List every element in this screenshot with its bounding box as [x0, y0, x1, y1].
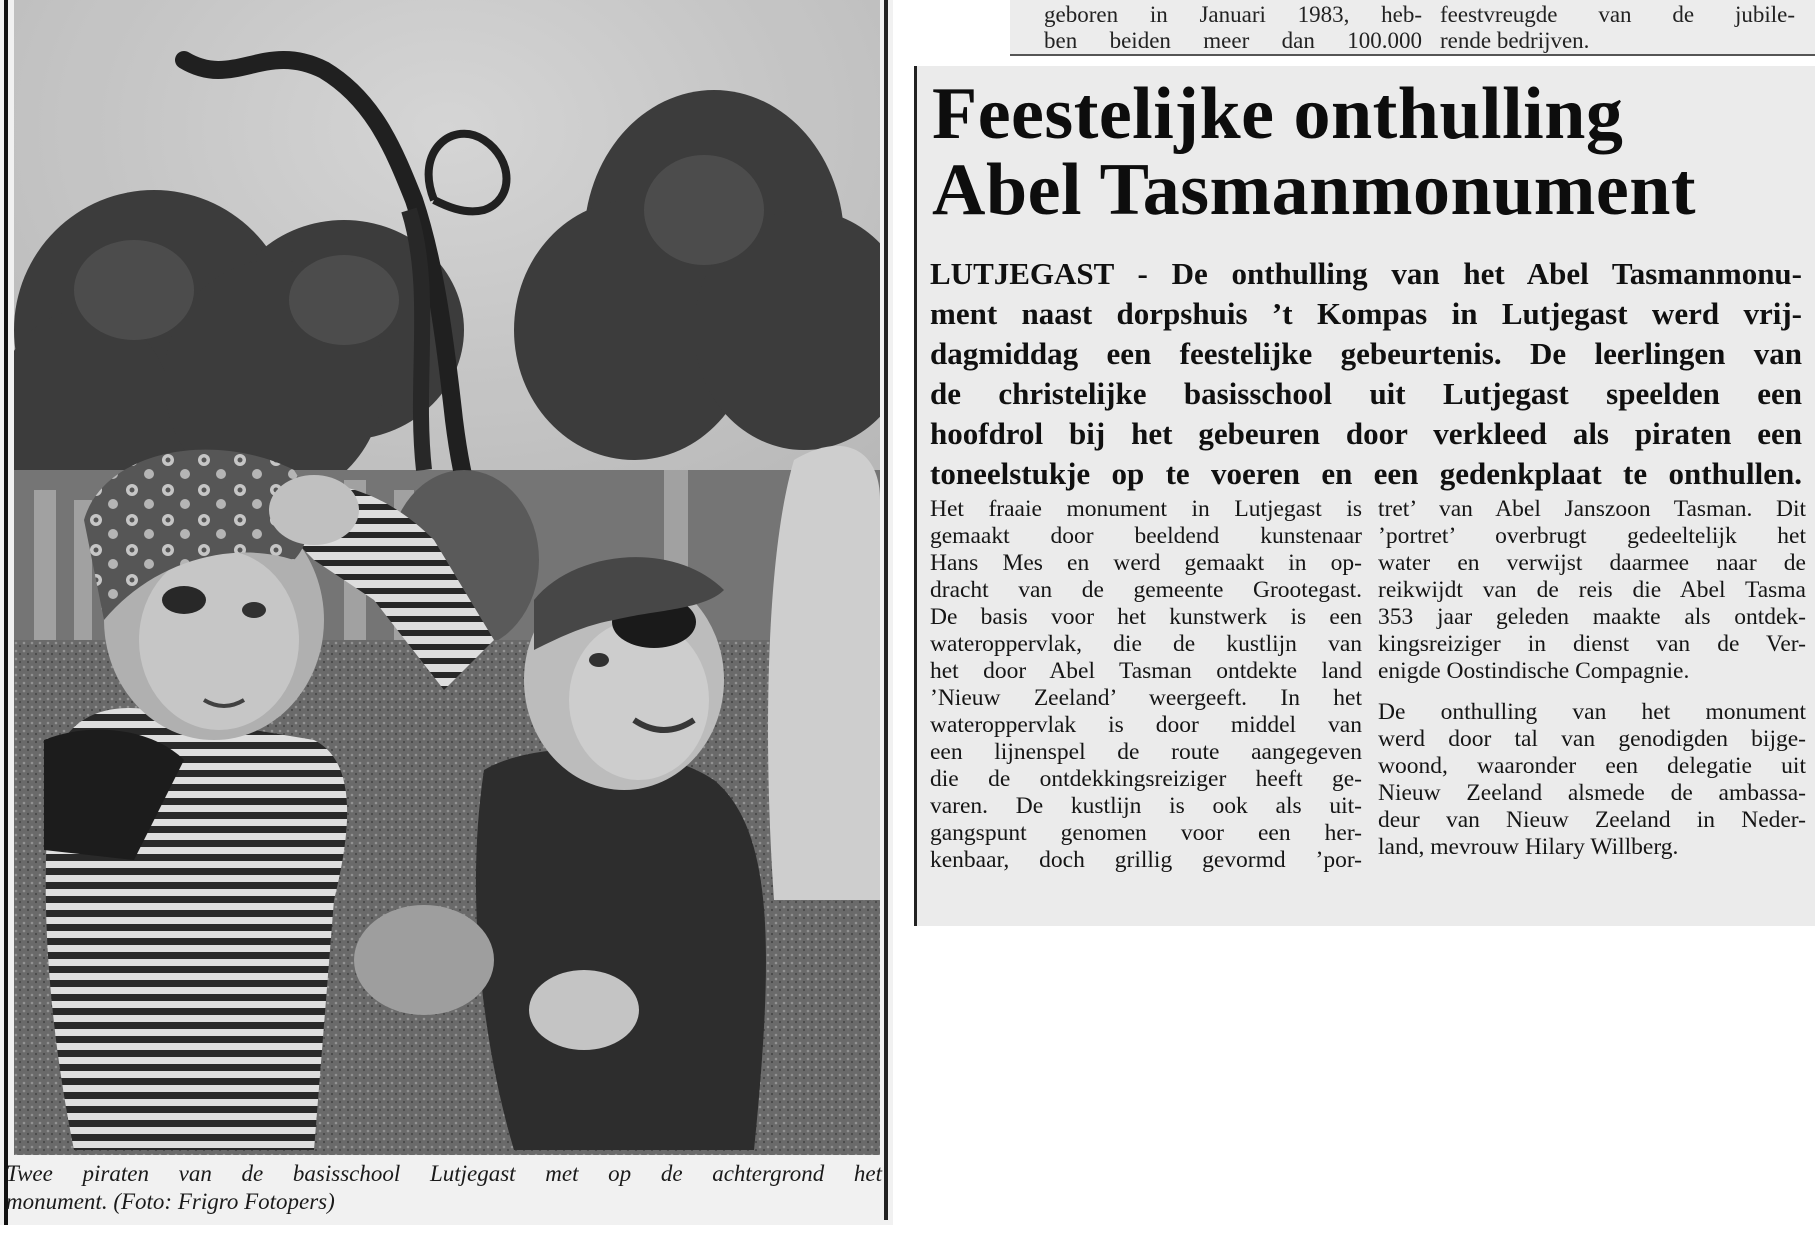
- body-line: tret’ van Abel Janszoon Tasman. Dit: [1378, 496, 1806, 522]
- body-line: ’Nieuw Zeeland’ weergeeft. In het: [930, 685, 1362, 711]
- fragment-rule: [1010, 54, 1815, 56]
- clipping-edge-right: [884, 0, 888, 1220]
- body-line: varen. De kustlijn is ook als uit-: [930, 793, 1362, 819]
- body-line: Hans Mes en werd gemaakt in op-: [930, 550, 1362, 576]
- lede-line: toneelstukje op te voeren en een gedenkplaat te onthullen.: [930, 456, 1802, 491]
- fragment-line: feestvreugde van de jubile-: [1440, 2, 1795, 27]
- photo-image: [14, 0, 880, 1155]
- body-line: land, mevrouw Hilary Willberg.: [1378, 834, 1679, 860]
- body-line: dracht van de gemeente Grootegast.: [930, 577, 1362, 603]
- body-line: die de ontdekkingsreiziger heeft ge-: [930, 766, 1362, 792]
- body-line: het door Abel Tasman ontdekte land: [930, 658, 1362, 684]
- fragment-line: ben beiden meer dan 100.000: [1044, 28, 1422, 53]
- body-line: kenbaar, doch grillig gevormd ’por-: [930, 847, 1362, 873]
- body-line: Het fraaie monument in Lutjegast is: [930, 496, 1362, 522]
- body-line: wateroppervlak is door middel van: [930, 712, 1362, 738]
- body-line: enigde Oostindische Compagnie.: [1378, 658, 1690, 684]
- fragment-line: geboren in Januari 1983, heb-: [1044, 2, 1422, 27]
- body-line: reikwijdt van de reis die Abel Tasma: [1378, 577, 1806, 603]
- caption-line-1: Twee piraten van de basisschool Lutjegast met op de achtergrond het: [6, 1161, 882, 1186]
- previous-article-fragment: [1010, 0, 1815, 56]
- article-clipping: [914, 66, 1815, 926]
- body-line: 353 jaar geleden maakte als ontdek-: [1378, 604, 1806, 630]
- body-line: een lijnenspel de route aangegeven: [930, 739, 1362, 765]
- lede-line: dagmiddag een feestelijke gebeurtenis. De leerlingen van: [930, 336, 1802, 371]
- fragment-line: rende bedrijven.: [1440, 28, 1590, 53]
- caption-line-2: monument. (Foto: Frigro Fotopers): [6, 1189, 335, 1214]
- body-column-2: [1378, 496, 1806, 861]
- article-lede: [930, 254, 1802, 494]
- body-line: Nieuw Zeeland alsmede de ambassa-: [1378, 780, 1806, 806]
- body-line: water en verwijst daarmee naar de: [1378, 550, 1806, 576]
- body-line: woond, waaronder een delegatie uit: [1378, 753, 1806, 779]
- lede-line: ment naast dorpshuis ’t Kompas in Lutjegast werd vrij-: [930, 296, 1802, 331]
- body-column-1: [930, 496, 1362, 874]
- news-photo: [14, 0, 880, 1155]
- body-line: kingsreiziger in dienst van de Ver-: [1378, 631, 1806, 657]
- body-line: De onthulling van het monument: [1378, 699, 1806, 725]
- body-line: gemaakt door beeldend kunstenaar: [930, 523, 1362, 549]
- lede-line: hoofdrol bij het gebeuren door verkleed als piraten een: [930, 416, 1802, 451]
- photo-clipping: [0, 0, 893, 1225]
- body-line: De basis voor het kunstwerk is een: [930, 604, 1362, 630]
- article-edge: [914, 66, 917, 926]
- body-line: wateroppervlak, die de kustlijn van: [930, 631, 1362, 657]
- body-line: ’portret’ overbrugt gedeeltelijk het: [1378, 523, 1806, 549]
- clipping-edge-left: [4, 0, 8, 1225]
- lede-line: LUTJEGAST - De onthulling van het Abel Tasmanmonu-: [930, 256, 1802, 291]
- fragment-column-1: [1044, 2, 1422, 54]
- lede-line: de christelijke basisschool uit Lutjegast speelden een: [930, 376, 1802, 411]
- fragment-column-2: [1440, 2, 1795, 54]
- headline-line-2: Abel Tasmanmonument: [932, 149, 1697, 231]
- body-line: deur van Nieuw Zeeland in Neder-: [1378, 807, 1806, 833]
- article-headline: [932, 73, 1792, 231]
- paragraph-gap: [1378, 685, 1806, 699]
- photo-caption: [6, 1160, 882, 1216]
- headline-line-1: Feestelijke onthulling: [932, 73, 1624, 155]
- body-line: werd door tal van genodigden bijge-: [1378, 726, 1806, 752]
- body-line: gangspunt genomen voor een her-: [930, 820, 1362, 846]
